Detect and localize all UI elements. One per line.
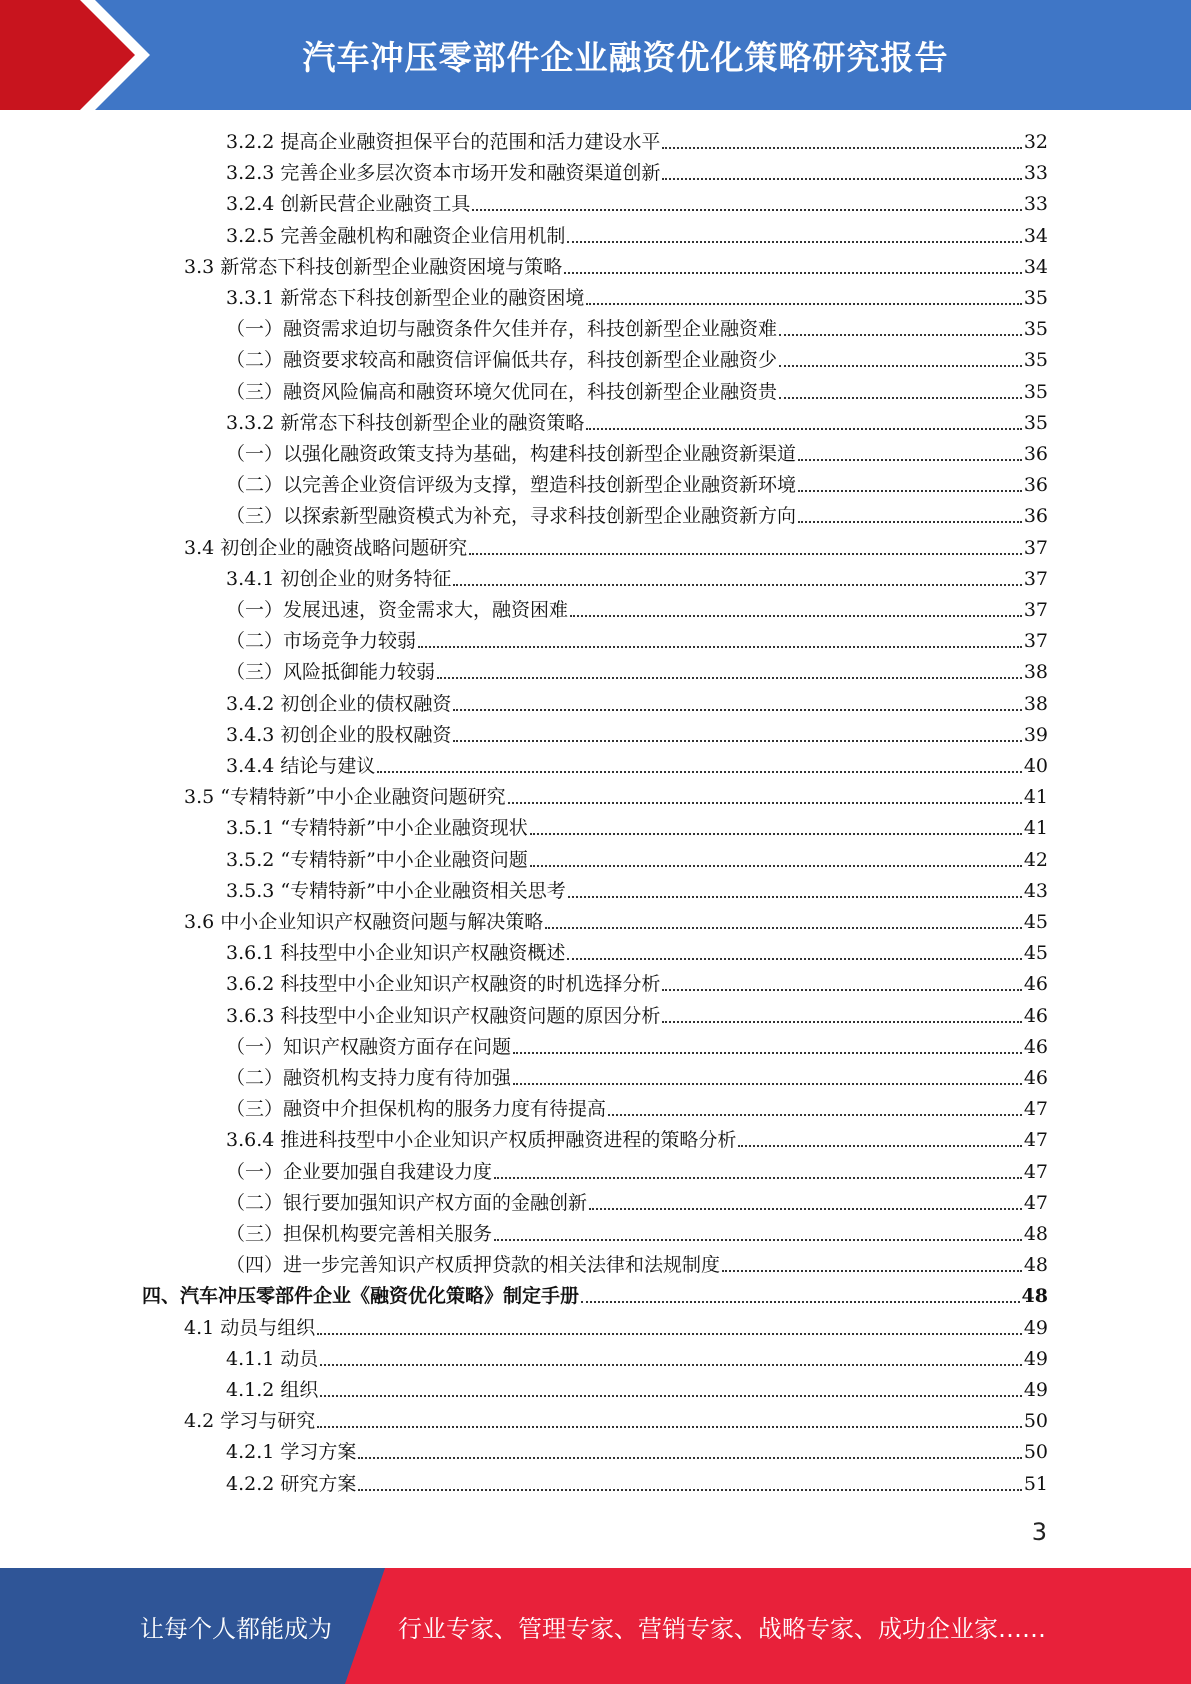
toc-dot-leader [662,178,1021,180]
toc-dot-leader [722,1270,1022,1272]
toc-entry-title: 3.5.1 “专精特新”中小企业融资现状 [226,817,528,840]
header-arrow-icon [0,0,150,110]
toc-dot-leader [798,459,1022,461]
toc-entry-title: 3.2.2 提高企业融资担保平台的范围和活力建设水平 [226,131,661,153]
toc-entry-title: （二）以完善企业资信评级为支撑，塑造科技创新型企业融资新环境 [226,474,797,497]
toc-dot-leader [779,365,1022,367]
toc-entry-title: （二）市场竞争力较弱 [226,630,417,653]
toc-entry-title: 4.1.1 动员 [226,1347,319,1370]
toc-dot-leader [453,709,1021,711]
toc-entry[interactable] [226,689,1048,720]
toc-entry-page: 48 [1023,1223,1048,1245]
toc-entry[interactable] [226,1344,1048,1375]
toc-entry[interactable] [226,314,1048,345]
toc-entry-title: 3.4.3 初创企业的股权融资 [226,723,452,746]
toc-dot-leader [530,833,1022,835]
toc-entry-page: 50 [1023,1410,1048,1433]
toc-entry-page: 38 [1023,661,1048,684]
toc-entry-page: 35 [1023,349,1048,372]
toc-entry[interactable] [226,408,1048,439]
toc-entry-title: 4.1 动员与组织 [184,1316,316,1339]
toc-entry[interactable] [184,533,1048,564]
toc-entry[interactable] [226,876,1048,907]
toc-entry[interactable] [226,1437,1048,1468]
toc-entry-page: 37 [1023,630,1048,653]
toc-entry-page: 46 [1023,1004,1048,1027]
toc-entry[interactable] [226,127,1048,158]
toc-entry[interactable] [142,1281,1048,1312]
toc-dot-leader [779,334,1022,336]
toc-entry-page: 42 [1023,848,1048,871]
footer-slogan-left: 让每个人都能成为 [140,1614,332,1643]
toc-entry[interactable] [226,439,1048,470]
toc-dot-leader [320,1395,1021,1397]
toc-entry-page: 47 [1023,1191,1048,1214]
toc-dot-leader [581,1301,1020,1303]
toc-entry-page: 46 [1023,1035,1048,1058]
toc-entry-page: 50 [1023,1441,1048,1464]
toc-entry-title: （一）以强化融资政策支持为基础，构建科技创新型企业融资新渠道 [226,443,797,465]
toc-entry[interactable] [226,1094,1048,1125]
toc-entry-page: 47 [1023,1098,1048,1121]
toc-entry-page: 41 [1023,817,1048,840]
toc-entry-title: （三）融资风险偏高和融资环境欠优同在，科技创新型企业融资贵 [226,380,778,403]
toc-entry-page: 35 [1023,411,1048,434]
toc-entry[interactable] [226,813,1048,844]
toc-entry-title: 3.2.4 创新民营企业融资工具 [226,193,471,216]
toc-entry[interactable] [226,501,1048,532]
toc-entry-title: 3.6.1 科技型中小企业知识产权融资概述 [226,942,566,965]
toc-entry-title: 3.3.2 新常态下科技创新型企业的融资策略 [226,411,585,434]
toc-dot-leader [513,1083,1022,1085]
toc-entry-title: （四）进一步完善知识产权质押贷款的相关法律和法规制度 [226,1254,721,1277]
toc-entry[interactable] [226,564,1048,595]
toc-entry[interactable] [184,782,1048,813]
toc-entry-page: 51 [1023,1472,1048,1495]
toc-entry-title: （二）银行要加强知识产权方面的金融创新 [226,1191,588,1214]
toc-entry-title: 3.3.1 新常态下科技创新型企业的融资困境 [226,287,585,309]
document-title: 汽车冲压零部件企业融资优化策略研究报告 [302,37,949,77]
toc-dot-leader [358,1489,1021,1491]
toc-entry-title: （三）风险抵御能力较弱 [226,661,436,684]
toc-dot-leader [358,1457,1021,1459]
toc-entry[interactable] [226,626,1048,657]
toc-entry[interactable] [226,1001,1048,1032]
toc-entry[interactable] [226,1250,1048,1281]
toc-entry-page: 34 [1023,224,1048,247]
toc-entry-page: 32 [1023,131,1048,153]
toc-dot-leader [320,1364,1021,1366]
toc-entry-title: （一）知识产权融资方面存在问题 [226,1035,512,1058]
toc-entry[interactable] [226,969,1048,1000]
toc-entry-title: 3.5.3 “专精特新”中小企业融资相关思考 [226,879,566,902]
toc-dot-leader [586,428,1021,430]
toc-entry-title: 3.4 初创企业的融资战略问题研究 [184,536,468,559]
toc-entry-page: 35 [1023,287,1048,309]
toc-dot-leader [662,989,1021,991]
toc-entry-page: 47 [1023,1129,1048,1152]
toc-entry-page: 46 [1023,973,1048,996]
toc-dot-leader [513,1052,1022,1054]
toc-entry-page: 37 [1023,567,1048,590]
toc-entry-page: 38 [1023,692,1048,715]
toc-entry[interactable] [226,1032,1048,1063]
toc-entry-title: 4.2.1 学习方案 [226,1441,357,1464]
toc-entry-title: 3.2.5 完善金融机构和融资企业信用机制 [226,224,566,247]
toc-entry[interactable] [226,938,1048,969]
toc-entry-page: 41 [1023,786,1048,809]
toc-dot-leader [453,584,1021,586]
toc-entry-title: 3.5 “专精特新”中小企业融资问题研究 [184,786,506,809]
page-header [0,0,1191,110]
toc-dot-leader [453,740,1021,742]
toc-entry-page: 48 [1023,1254,1048,1277]
toc-entry-title: 3.4.2 初创企业的债权融资 [226,692,452,715]
toc-entry-title: 3.6.2 科技型中小企业知识产权融资的时机选择分析 [226,973,661,996]
toc-dot-leader [798,521,1022,523]
toc-dot-leader [494,1177,1022,1179]
toc-entry-title: （三）融资中介担保机构的服务力度有待提高 [226,1098,607,1121]
toc-entry[interactable] [226,470,1048,501]
toc-entry-page: 49 [1023,1316,1048,1339]
toc-entry-page: 43 [1023,879,1048,902]
toc-entry-title: 3.3 新常态下科技创新型企业融资困境与策略 [184,255,563,278]
toc-dot-leader [469,553,1022,555]
toc-entry-title: （二）融资机构支持力度有待加强 [226,1067,512,1089]
toc-entry[interactable] [226,189,1048,220]
toc-entry-page: 49 [1023,1379,1048,1401]
toc-entry[interactable] [226,1125,1048,1156]
toc-entry-page: 45 [1023,911,1048,933]
toc-entry-page: 37 [1023,599,1048,621]
toc-entry-page: 33 [1023,162,1048,185]
toc-entry-page: 49 [1023,1347,1048,1370]
toc-entry-title: 3.4.4 结论与建议 [226,755,376,777]
toc-entry[interactable] [226,1157,1048,1188]
toc-dot-leader [568,896,1022,898]
toc-entry[interactable] [184,1313,1048,1344]
toc-entry-title: 3.2.3 完善企业多层次资本市场开发和融资渠道创新 [226,162,661,185]
toc-entry-title: （三）以探索新型融资模式为补充，寻求科技创新型企业融资新方向 [226,505,797,528]
toc-entry-page: 37 [1023,536,1048,559]
toc-entry-page: 45 [1023,942,1048,965]
toc-entry[interactable] [226,1188,1048,1219]
toc-entry-title: 4.2.2 研究方案 [226,1472,357,1495]
toc-entry[interactable] [226,221,1048,252]
toc-dot-leader [377,771,1021,773]
toc-entry-page: 36 [1023,443,1048,465]
toc-entry-title: 3.4.1 初创企业的财务特征 [226,567,452,590]
toc-dot-leader [798,490,1022,492]
toc-dot-leader [589,1208,1022,1210]
toc-entry-page: 35 [1023,318,1048,341]
toc-dot-leader [567,241,1021,243]
toc-entry-title: 4.1.2 组织 [226,1379,319,1401]
toc-entry-title: 3.6.4 推进科技型中小企业知识产权质押融资进程的策略分析 [226,1129,737,1152]
toc-entry-page: 35 [1023,380,1048,403]
toc-entry[interactable] [226,1063,1048,1094]
page-number: 3 [1031,1518,1047,1546]
toc-dot-leader [494,1239,1022,1241]
toc-entry[interactable] [226,1469,1048,1500]
toc-entry[interactable] [184,252,1048,283]
toc-entry[interactable] [226,595,1048,626]
toc-dot-leader [608,1114,1022,1116]
toc-entry[interactable] [226,657,1048,688]
toc-entry[interactable] [226,158,1048,189]
toc-dot-leader [564,272,1022,274]
toc-dot-leader [570,615,1022,617]
toc-dot-leader [662,147,1021,149]
toc-entry-page: 47 [1023,1160,1048,1183]
toc-entry-page: 46 [1023,1067,1048,1089]
toc-entry[interactable] [184,907,1048,938]
toc-entry-title: （二）融资要求较高和融资信评偏低共存，科技创新型企业融资少 [226,349,778,372]
toc-dot-leader [545,927,1022,929]
toc-entry-page: 36 [1023,505,1048,528]
toc-entry-page: 48 [1021,1285,1048,1308]
toc-entry-title: （一）发展迅速，资金需求大，融资困难 [226,599,569,621]
toc-entry-page: 36 [1023,474,1048,497]
toc-dot-leader [662,1021,1021,1023]
toc-entry[interactable] [226,751,1048,782]
toc-entry-page: 39 [1023,723,1048,746]
toc-entry-title: （三）担保机构要完善相关服务 [226,1223,493,1245]
toc-entry[interactable] [226,283,1048,314]
toc-entry[interactable] [226,377,1048,408]
toc-dot-leader [317,1333,1022,1335]
toc-entry-page: 33 [1023,193,1048,216]
toc-dot-leader [437,677,1022,679]
toc-dot-leader [530,865,1022,867]
toc-entry[interactable] [226,720,1048,751]
toc-entry-title: 3.5.2 “专精特新”中小企业融资问题 [226,848,528,871]
toc-entry[interactable] [226,345,1048,376]
page-footer [0,1568,1191,1684]
toc-entry-title: 四、汽车冲压零部件企业《融资优化策略》制定手册 [142,1285,580,1308]
toc-entry-title: （一）融资需求迫切与融资条件欠佳并存，科技创新型企业融资难 [226,318,778,341]
toc-dot-leader [418,646,1022,648]
toc-entry-title: 3.6 中小企业知识产权融资问题与解决策略 [184,911,544,933]
toc-entry-page: 34 [1023,255,1048,278]
footer-slogan-right: 行业专家、管理专家、营销专家、战略专家、成功企业家…… [398,1614,1046,1643]
toc-entry[interactable] [226,1219,1048,1250]
toc-dot-leader [317,1426,1022,1428]
toc-entry[interactable] [226,845,1048,876]
toc-dot-leader [738,1145,1021,1147]
toc-dot-leader [567,958,1021,960]
toc-entry-title: 4.2 学习与研究 [184,1410,316,1433]
toc-entry[interactable] [226,1375,1048,1406]
toc-dot-leader [472,209,1021,211]
toc-dot-leader [779,397,1022,399]
toc-dot-leader [586,303,1021,305]
toc-entry-title: 3.6.3 科技型中小企业知识产权融资问题的原因分析 [226,1004,661,1027]
toc-entry[interactable] [184,1406,1048,1437]
toc-dot-leader [508,802,1022,804]
toc-entry-page: 40 [1023,755,1048,777]
toc-entry-title: （一）企业要加强自我建设力度 [226,1160,493,1183]
